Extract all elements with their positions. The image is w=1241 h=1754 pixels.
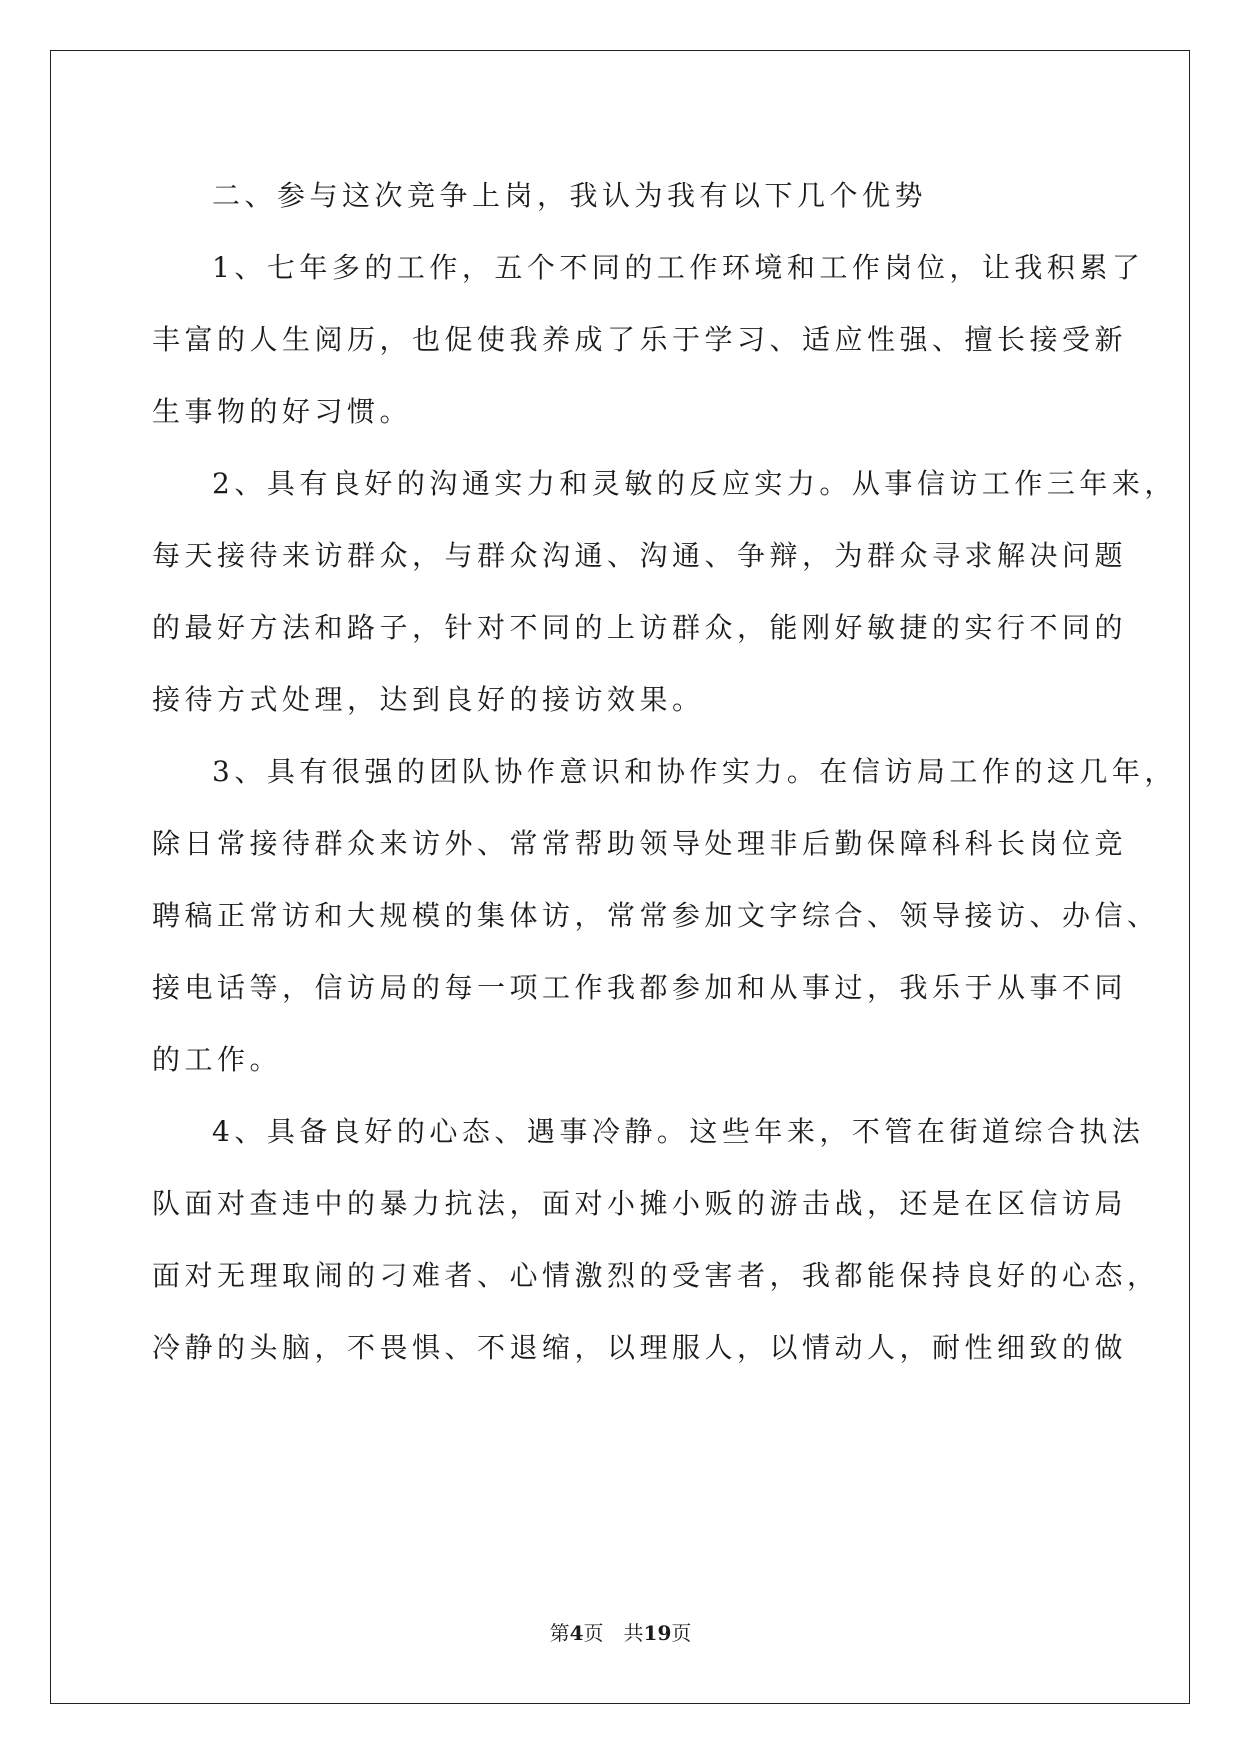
page-footer bbox=[0, 1617, 1241, 1646]
page-number: 4 bbox=[569, 1621, 584, 1645]
paragraph-line: 接待方式处理，达到良好的接访效果。 bbox=[152, 683, 705, 716]
page-suffix: 页 bbox=[583, 1621, 604, 1645]
paragraph-line: 3、具有很强的团队协作意识和协作实力。在信访局工作的这几年， bbox=[212, 755, 1177, 788]
paragraph-line: 接电话等，信访局的每一项工作我都参加和从事过，我乐于从事不同 bbox=[152, 971, 1128, 1004]
paragraph-line: 1、七年多的工作，五个不同的工作环境和工作岗位，让我积累了 bbox=[212, 251, 1145, 284]
paragraph-line: 队面对查违中的暴力抗法，面对小摊小贩的游击战，还是在区信访局 bbox=[152, 1187, 1128, 1220]
paragraph-line: 每天接待来访群众，与群众沟通、沟通、争辩，为群众寻求解决问题 bbox=[152, 539, 1128, 572]
paragraph-line: 4、具备良好的心态、遇事冷静。这些年来，不管在街道综合执法 bbox=[212, 1115, 1145, 1148]
paragraph-line: 的工作。 bbox=[152, 1043, 283, 1076]
paragraph-line: 2、具有良好的沟通实力和灵敏的反应实力。从事信访工作三年来， bbox=[212, 467, 1177, 500]
paragraph-line: 面对无理取闹的刁难者、心情激烈的受害者，我都能保持良好的心态， bbox=[152, 1259, 1160, 1292]
paragraph-line: 丰富的人生阅历，也促使我养成了乐于学习、适应性强、擅长接受新 bbox=[152, 323, 1128, 356]
total-pages: 19 bbox=[643, 1621, 672, 1645]
total-prefix: 共 bbox=[623, 1621, 644, 1645]
paragraph-line: 除日常接待群众来访外、常常帮助领导处理非后勤保障科科长岗位竞 bbox=[152, 827, 1128, 860]
document-body bbox=[152, 160, 1177, 1384]
paragraph-line: 聘稿正常访和大规模的集体访，常常参加文字综合、领导接访、办信、 bbox=[152, 899, 1160, 932]
paragraph-line: 的最好方法和路子，针对不同的上访群众，能刚好敏捷的实行不同的 bbox=[152, 611, 1128, 644]
paragraph-line: 生事物的好习惯。 bbox=[152, 395, 413, 428]
paragraph-line: 二、参与这次竞争上岗，我认为我有以下几个优势 bbox=[212, 179, 928, 212]
page-prefix: 第 bbox=[549, 1621, 570, 1645]
paragraph-line: 冷静的头脑，不畏惧、不退缩，以理服人，以情动人，耐性细致的做 bbox=[152, 1331, 1128, 1364]
total-suffix: 页 bbox=[671, 1621, 692, 1645]
